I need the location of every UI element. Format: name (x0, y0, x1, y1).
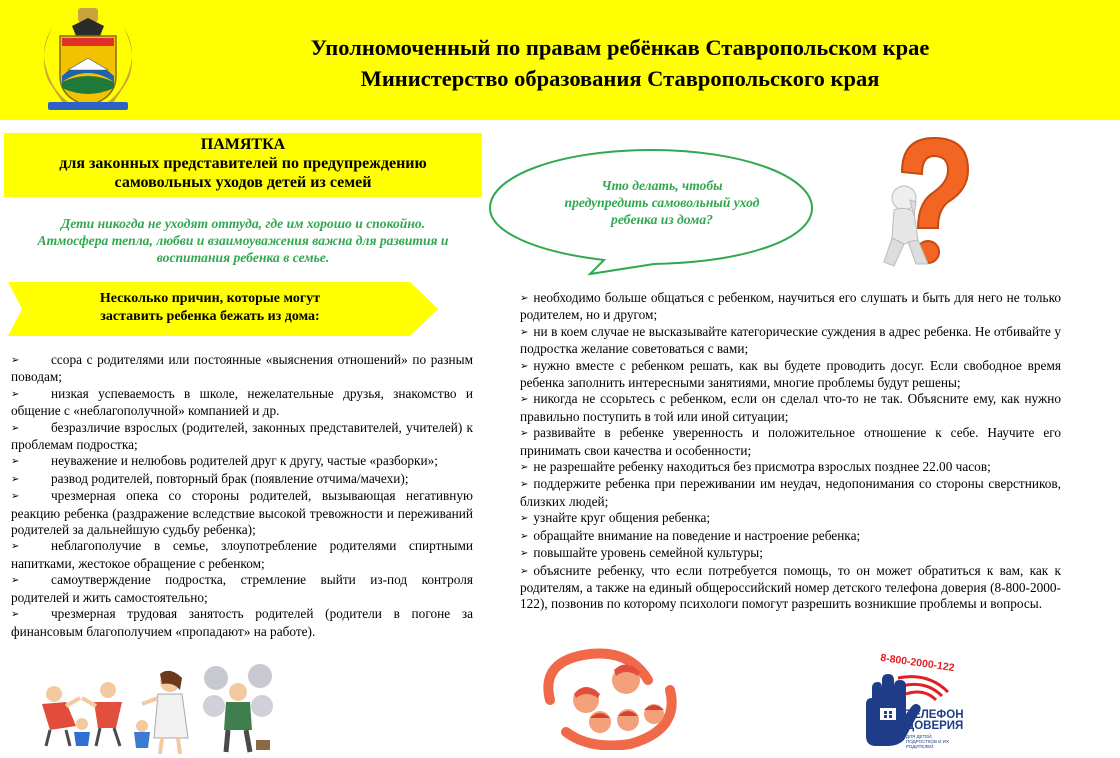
list-item: ➢ безразличие взрослых (родителей, законных представителей, учителей) к проблемам подростка; (11, 419, 473, 453)
arrow-bullet-icon: ➢ (11, 609, 20, 621)
question-mark-figure-icon (872, 132, 982, 274)
stressed-teen-illustration (200, 662, 276, 756)
list-item: ➢ повышайте уровень семейной культуры; (520, 545, 763, 561)
list-item: ➢ неблагополучие в семье, злоупотребление родителями спиртными напитками, жестокое обращение с ребенком; (11, 538, 473, 571)
header-title (180, 32, 1060, 94)
intro-line1: Дети никогда не уходят оттуда, где им хорошо и спокойно. (60, 216, 426, 231)
list-item: ➢ поддержите ребенка при переживании им неудач, недопонимания со стороны сверстников, близких людей; (520, 476, 1061, 509)
arguing-parents-illustration (36, 676, 130, 748)
list-item: ➢ обращайте внимание на поведение и настроение ребенка; (520, 527, 861, 543)
hotline-number: 8-800-2000-122 (879, 651, 956, 675)
arrow-bullet-icon: ➢ (11, 541, 20, 553)
scolding-mother-illustration (130, 668, 200, 756)
list-item: ➢ неуважение и нелюбовь родителей друг к другу, частые «разборки»; (11, 453, 473, 470)
hotline-title (906, 710, 964, 732)
arrow-bullet-icon: ➢ (11, 355, 20, 366)
arrow-bullet-icon: ➢ (11, 575, 20, 587)
arrow-bullet-icon: ➢ (520, 293, 529, 304)
list-item: ➢ объясните ребенку, что если потребуется помощь, то он может обратиться к вам, как к родителям, а также на единый общероссийский номер детского телефона доверия (8-800-2000-122), позвонив по которому психологи помогут разрешить возникшие проблемы и вопросы. (520, 562, 1061, 612)
list-item: ➢ нужно вместе с ребенком решать, как вы будете проводить досуг. Если свободное время ребенка заполнить интересными занятиями, многие проблемы будут решены; (520, 357, 1061, 391)
reasons-heading-line2: заставить ребенка бежать из дома: (100, 309, 320, 324)
list-item: ➢ необходимо больше общаться с ребенком, научиться его слушать и быть для него не только родителем, но и другом; (520, 290, 1061, 323)
list-item: ➢ узнайте круг общения ребенка; (520, 510, 711, 526)
arrow-bullet-icon: ➢ (520, 530, 529, 542)
family-logo-illustration (530, 640, 690, 750)
bubble-line1: Что делать, чтобы (601, 178, 723, 193)
list-item: ➢ не разрешайте ребенку находиться без присмотра взрослых позднее 22.00 часов; (520, 459, 991, 475)
intro-line3: воспитания ребенка в семье. (156, 250, 330, 265)
arrow-bullet-icon: ➢ (520, 462, 529, 474)
hotline-title-line2: ДОВЕРИЯ (906, 720, 964, 732)
reasons-heading-line1: Несколько причин, которые могут (99, 291, 321, 306)
hotline-title-line1: ТЕЛЕФОН (906, 709, 964, 721)
list-item: ➢ чрезмерная трудовая занятость родителей (родители в погоне за финансовым благополучием «пропадают» на работе). (11, 606, 473, 639)
list-item: ➢ низкая успеваемость в школе, нежелательные друзья, знакомство и общение с «неблагополучной» компанией и др. (11, 385, 473, 419)
list-item: ➢ развивайте в ребенке уверенность и положительное отношение к себе. Научите его принимать свои качества и особенности; (520, 425, 1061, 458)
intro-note (2, 215, 484, 266)
arrow-bullet-icon: ➢ (520, 360, 529, 372)
header-title-line1: Уполномоченный по правам ребёнкав Ставропольском крае (310, 35, 930, 60)
arrow-bullet-icon: ➢ (11, 456, 20, 468)
coat-of-arms-emblem (38, 6, 138, 114)
hotline-subtitle: ДЛЯ ДЕТЕЙ, ПОДРОСТКОВ И ИХ РОДИТЕЛЕЙ (906, 734, 949, 749)
memo-subtitle-line2: самовольных уходов детей из семей (114, 174, 372, 191)
arrow-bullet-icon: ➢ (520, 326, 529, 338)
arrow-bullet-icon: ➢ (520, 394, 529, 406)
reasons-list (11, 352, 473, 640)
list-item: ➢ самоутверждение подростка, стремление выйти из-под контроля родителей и жить самостоятельно; (11, 572, 473, 605)
advice-list (520, 290, 1061, 613)
bubble-line2: предупредить самовольный уход (564, 195, 760, 210)
reasons-heading (40, 290, 380, 326)
memo-title: ПАМЯТКА (200, 136, 286, 153)
list-item: ➢ никогда не ссорьтесь с ребенком, если он сделал что-то не так. Объясните ему, как нужно правильно поступить в той или иной ситуации; (520, 391, 1061, 424)
arrow-bullet-icon: ➢ (11, 422, 20, 434)
arrow-bullet-icon: ➢ (520, 428, 529, 440)
memo-subtitle-line1: для законных представителей по предупреждению (59, 155, 427, 172)
list-item: ➢ ни в коем случае не высказывайте категорические суждения в адрес ребенка. Не отбивайте у подростка желание советоваться с вами; (520, 323, 1061, 357)
arrow-bullet-icon: ➢ (520, 548, 529, 560)
list-item: ➢ ссора с родителями или постоянные «выяснения отношений» по разным поводам; (11, 352, 473, 385)
list-item: ➢ развод родителей, повторный брак (появление отчима/мачехи); (11, 471, 473, 488)
bubble-question (540, 177, 784, 228)
bubble-line3: ребенка из дома? (611, 212, 713, 227)
intro-line2: Атмосфера тепла, любви и взаимоуважения важна для развития и (37, 233, 449, 248)
arrow-bullet-icon: ➢ (11, 473, 20, 485)
arrow-bullet-icon: ➢ (520, 565, 529, 577)
arrow-bullet-icon: ➢ (520, 479, 529, 491)
header-banner (0, 0, 1120, 120)
header-title-line2: Министерство образования Ставропольского края (360, 66, 880, 91)
arrow-bullet-icon: ➢ (11, 491, 20, 503)
memo-title-box (4, 133, 482, 197)
list-item: ➢ чрезмерная опека со стороны родителей, вызывающая негативную реакцию ребенка (раздражение вследствие высокой тревожности и переживаний родителей за дальнейшую судьбу ребенка); (11, 488, 473, 538)
arrow-bullet-icon: ➢ (11, 388, 20, 400)
arrow-bullet-icon: ➢ (520, 513, 529, 525)
